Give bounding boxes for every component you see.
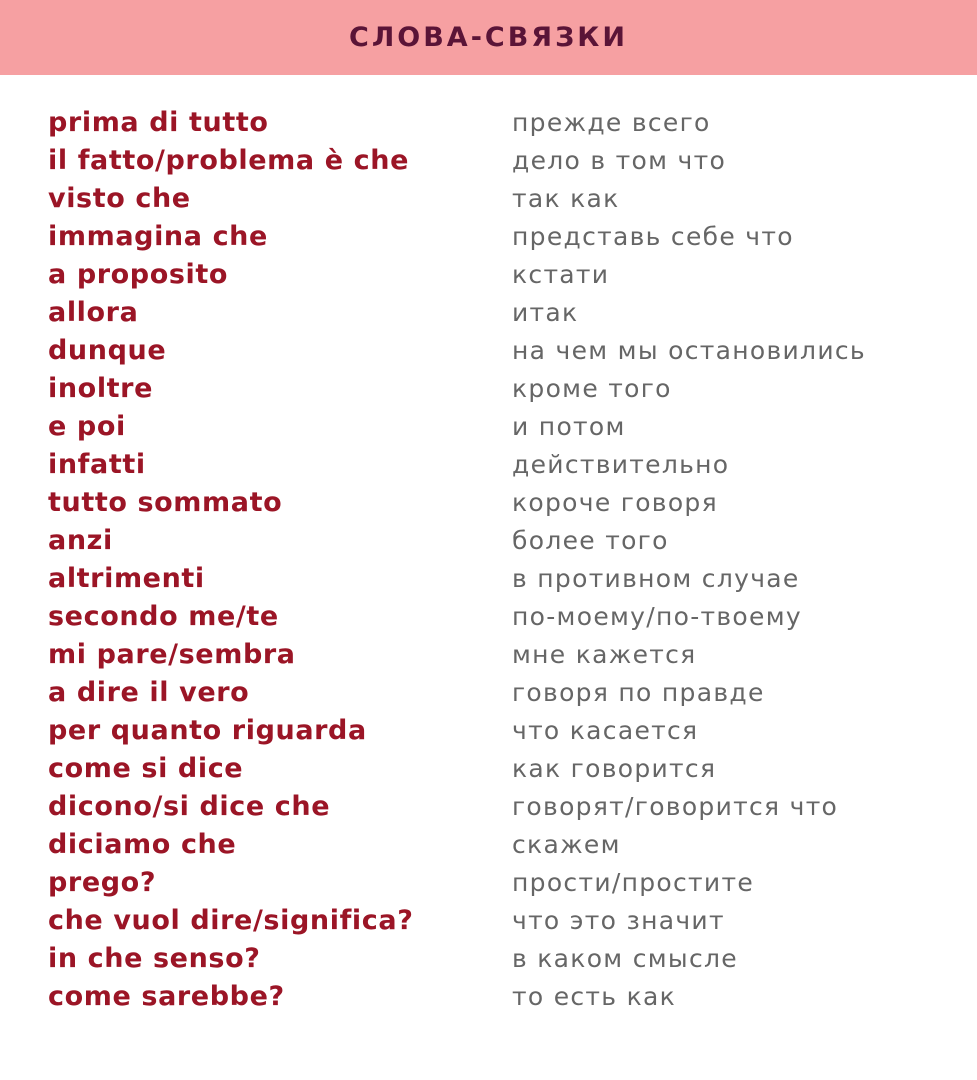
italian-phrase: immagina che [48, 221, 268, 252]
page-title: СЛОВА-СВЯЗКИ [349, 22, 628, 53]
phrase-row [0, 598, 977, 636]
russian-translation: итак [512, 298, 579, 327]
phrase-row [0, 332, 977, 370]
header-banner [0, 0, 977, 75]
italian-phrase: inoltre [48, 373, 154, 404]
phrase-row [0, 104, 977, 142]
italian-phrase: visto che [48, 183, 191, 214]
phrase-row [0, 484, 977, 522]
russian-translation: кстати [512, 260, 610, 289]
phrase-row [0, 446, 977, 484]
phrase-row [0, 408, 977, 446]
phrase-row [0, 522, 977, 560]
italian-phrase: dicono/si dice che [48, 791, 331, 822]
russian-translation: более того [512, 526, 669, 555]
phrase-row [0, 826, 977, 864]
phrase-row [0, 864, 977, 902]
russian-translation: в каком смысле [512, 944, 738, 973]
russian-translation: что касается [512, 716, 699, 745]
russian-translation: кроме того [512, 374, 672, 403]
phrase-row [0, 902, 977, 940]
italian-phrase: a dire il vero [48, 677, 250, 708]
phrase-row [0, 978, 977, 1016]
phrase-row [0, 370, 977, 408]
russian-translation: дело в том что [512, 146, 727, 175]
italian-phrase: tutto sommato [48, 487, 283, 518]
phrase-row [0, 180, 977, 218]
russian-translation: по-моему/по-твоему [512, 602, 802, 631]
russian-translation: то есть как [512, 982, 676, 1011]
phrase-row [0, 788, 977, 826]
italian-phrase: e poi [48, 411, 126, 442]
phrase-row [0, 940, 977, 978]
italian-phrase: altrimenti [48, 563, 205, 594]
phrase-row [0, 560, 977, 598]
italian-phrase: prego? [48, 867, 157, 898]
russian-translation: скажем [512, 830, 621, 859]
italian-phrase: prima di tutto [48, 107, 269, 138]
russian-translation: в противном случае [512, 564, 800, 593]
italian-phrase: a proposito [48, 259, 229, 290]
russian-translation: мне кажется [512, 640, 697, 669]
italian-phrase: che vuol dire/significa? [48, 905, 414, 936]
italian-phrase: in che senso? [48, 943, 261, 974]
russian-translation: действительно [512, 450, 730, 479]
phrase-row [0, 294, 977, 332]
italian-phrase: mi pare/sembra [48, 639, 296, 670]
italian-phrase: secondo me/te [48, 601, 279, 632]
phrase-row [0, 712, 977, 750]
russian-translation: говоря по правде [512, 678, 765, 707]
italian-phrase: come si dice [48, 753, 244, 784]
russian-translation: как говорится [512, 754, 717, 783]
phrase-row [0, 218, 977, 256]
russian-translation: что это значит [512, 906, 725, 935]
phrase-row [0, 256, 977, 294]
italian-phrase: infatti [48, 449, 146, 480]
italian-phrase: allora [48, 297, 139, 328]
italian-phrase: per quanto riguarda [48, 715, 367, 746]
phrase-row [0, 636, 977, 674]
phrase-row [0, 674, 977, 712]
italian-phrase: come sarebbe? [48, 981, 285, 1012]
russian-translation: прости/простите [512, 868, 754, 897]
phrase-row [0, 142, 977, 180]
russian-translation: и потом [512, 412, 626, 441]
italian-phrase: anzi [48, 525, 113, 556]
russian-translation: говорят/говорится что [512, 792, 839, 821]
russian-translation: так как [512, 184, 620, 213]
italian-phrase: dunque [48, 335, 167, 366]
russian-translation: короче говоря [512, 488, 718, 517]
russian-translation: на чем мы остановились [512, 336, 866, 365]
italian-phrase: diciamo che [48, 829, 237, 860]
italian-phrase: il fatto/problema è che [48, 145, 409, 176]
phrase-list [0, 104, 977, 1016]
russian-translation: представь себе что [512, 222, 794, 251]
russian-translation: прежде всего [512, 108, 711, 137]
phrase-row [0, 750, 977, 788]
